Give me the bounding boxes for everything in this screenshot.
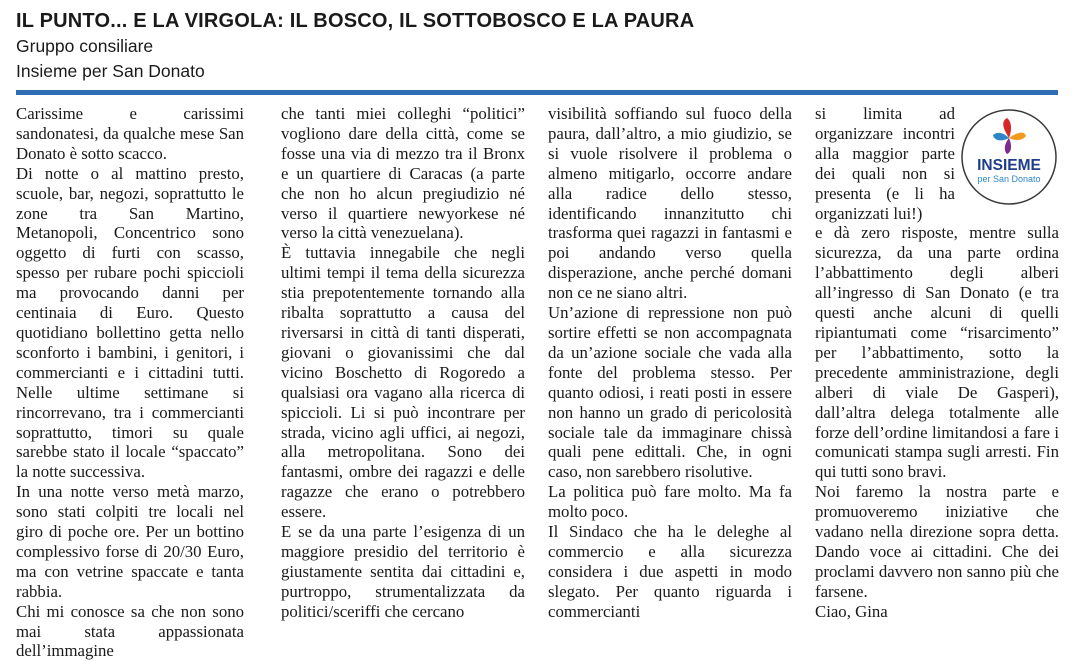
logo-text-sub: per San Donato: [977, 174, 1041, 184]
article-column-2: [281, 104, 525, 622]
article-column-1: [16, 104, 244, 661]
paragraph: e dà zero risposte, mentre sulla sicurezza, da una parte ordina l’abbattimento degli alberi all’ingresso di San Donato (e tra questi anche alcuni di quelli ripiantumati come “risarcimento” per l’abbattimento, sotto la precedente amministrazione, degli alberi di viale De Gasperi), dall’altra delega totalmente alle forze dell’ordine limitandosi a fare i comunicati stampa sugli arresti. Fin qui tutti sono bravi.: [815, 223, 1059, 482]
paragraph: E se da una parte l’esigenza di un maggiore presidio del territorio è giustamente sentita dai cittadini e, purtroppo, strumentalizzata da politici/sceriffi che cercano: [281, 522, 525, 621]
group-name: Insieme per San Donato: [16, 61, 205, 81]
logo-icon: [960, 108, 1058, 206]
signature: Ciao, Gina: [815, 601, 888, 621]
article-header: [16, 8, 1066, 84]
paragraph: visibilità soffiando sul fuoco della paura, dall’altro, a mio giudizio, se si vuole risolvere il problema o almeno mitigarlo, occorre andare alla radice dello stesso, identificando innanzitutto chi trasforma quei ragazzi in fantasmi e poi andando verso quella disperazione, anche perché domani non ce ne siano altri.: [548, 104, 792, 303]
paragraph: Un’azione di repressione non può sortire effetti se non accompagnata da un’azione sociale che vada alla fonte del problema stesso. Per quanto odiosi, i reati posti in essere non hanno un grado di pericolosità sociale tale da immaginare chissà quali pene edittali. Che, in ogni caso, non sarebbero risolutive.: [548, 303, 792, 482]
paragraph: Carissime e carissimi sandonatesi, da qualche mese San Donato è sotto scacco.: [16, 104, 244, 163]
paragraph: Il Sindaco che ha le deleghe al commercio e alla sicurezza considera i due aspetti in modo slegato. Per quanto riguarda i commercianti: [548, 522, 792, 621]
paragraph: Di notte o al mattino presto, scuole, bar, negozi, soprattutto le zone tra San Martino, Metanopoli, Concentrico sono oggetto di furti con scasso, spesso per rubare pochi spiccioli ma provocando danni per centinaia di Euro. Questo quotidiano bollettino getta nello sconforto i bambini, i genitori, i commercianti e i cittadini tutti. Nelle ultime settimane si rincorrevano, tra i commercianti soprattutto, timori su quale sarebbe stato il locale “spaccato” la notte successiva.: [16, 163, 244, 482]
article-title: IL PUNTO... E LA VIRGOLA: IL BOSCO, IL SOTTOBOSCO E LA PAURA: [16, 10, 695, 32]
paragraph: È tuttavia innegabile che negli ultimi tempi il tema della sicurezza stia prepotentemente tornando alla ribalta soprattutto a causa del riversarsi in città di tanti disperati, giovani o giovanissimi che dal vicino Boschetto di Rogoredo a qualsiasi ora vagano alla ricerca di spiccioli. Li si può incontrare per strada, vicino agli uffici, ai negozi, alla metropolitana. Sono dei fantasmi, ombre dei ragazzi e delle ragazze che erano o potrebbero essere.: [281, 243, 525, 522]
paragraph: In una notte verso metà marzo, sono stati colpiti tre locali nel giro di poche ore. Per un bottino complessivo forse di 20/30 Euro, ma con vetrine spaccate e tanta rabbia.: [16, 482, 244, 601]
paragraph: Chi mi conosce sa che non sono mai stata appassionata dell’immagine: [16, 601, 244, 661]
article-column-3: [548, 104, 792, 622]
paragraph: La politica può fare molto. Ma fa molto poco.: [548, 482, 792, 522]
group-label: Gruppo consiliare: [16, 36, 154, 56]
paragraph: si limita ad organizzare incontri alla maggior parte dei quali non si presenta (e li ha organizzati lui!): [815, 104, 955, 223]
header-rule: [16, 90, 1058, 95]
insieme-logo: [960, 108, 1058, 206]
paragraph: Noi faremo la nostra parte e promuoveremo iniziative che vadano nella direzione sopra detta. Dando voce ai cittadini. Che dei proclami davvero non sanno più che farsene.: [815, 482, 1059, 601]
logo-text-main: INSIEME: [977, 157, 1041, 174]
paragraph: che tanti miei colleghi “politici” vogliono dare della città, come se fosse una via di mezzo tra il Bronx e un quartiere di Caracas (a parte che non ho alcun pregiudizio né verso il quartiere newyorkese né verso la città venezuelana).: [281, 104, 525, 243]
